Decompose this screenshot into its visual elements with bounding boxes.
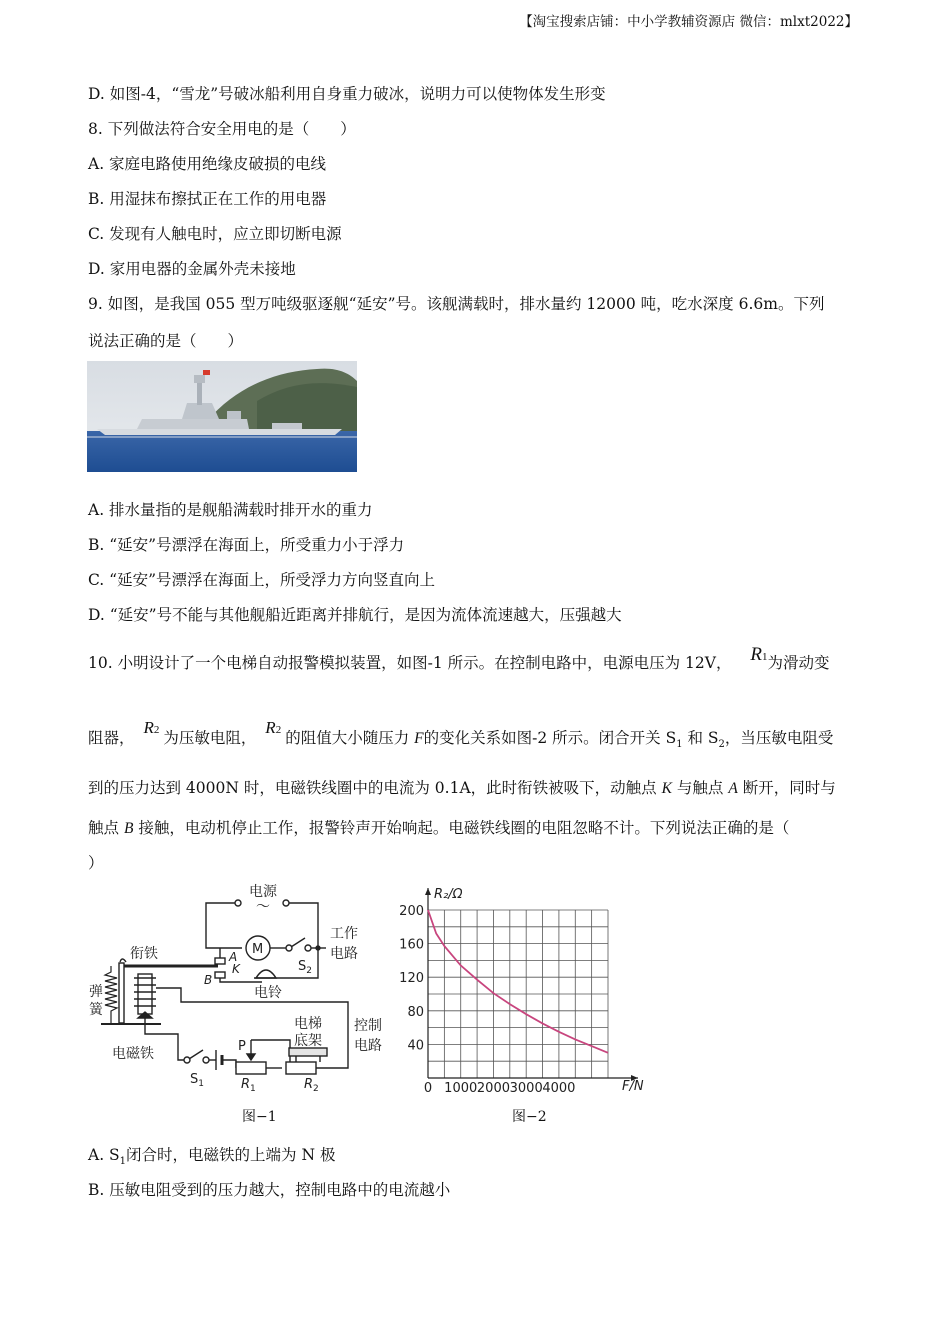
label-slider-p: P	[238, 1039, 246, 1054]
q8-option-a: A. 家庭电路使用绝缘皮破损的电线	[88, 155, 327, 173]
symbol-r2-b: R2	[265, 718, 282, 737]
q8-option-c: C. 发现有人触电时，应立即切断电源	[88, 225, 342, 243]
q10-option-a-pre: A. S	[88, 1146, 120, 1164]
label-electromagnet: 电磁铁	[112, 1046, 154, 1062]
q10-option-a-sub: 1	[119, 1156, 127, 1168]
q10-line1-text: 10. 小明设计了一个电梯自动报警模拟装置，如图-1 所示。在控制电路中，电源电压为 12V，	[88, 654, 732, 672]
var-a: A	[728, 780, 738, 797]
sub-s1: 1	[676, 739, 683, 751]
x-tick-label: 0	[423, 1081, 433, 1094]
q10-option-a-post: 闭合时，电磁铁的上端为 N 极	[126, 1146, 336, 1164]
q10-line3-a: 到的压力达到 4000N 时，电磁铁线圈中的电流为 0.1A，此时衔铁被吸下，动触点	[88, 779, 657, 797]
label-s1: $S_1$	[190, 1072, 204, 1089]
label-elevator1: 电梯	[294, 1016, 322, 1032]
label-bell: 电铃	[254, 985, 282, 1001]
label-motor: M	[252, 942, 264, 957]
label-work1: 工作	[330, 926, 358, 942]
watermark: 【淘宝搜索店铺：中小学教辅资源店 微信：mlxt2022】	[519, 14, 858, 30]
label-contact-k: K	[232, 962, 240, 976]
q10-line3-c: 断开，同时与	[742, 779, 836, 797]
q10-line2-c: 的阻值大小随压力	[285, 729, 410, 747]
label-r1: $R_1$	[241, 1077, 256, 1093]
label-ctrl2: 电路	[354, 1038, 382, 1054]
figure1-circuit	[86, 878, 406, 1093]
label-armature: 衔铁	[130, 946, 158, 962]
x-tick-label: 3000	[509, 1081, 543, 1094]
q10-line4-b: 接触，电动机停止工作，报警铃声开始响起。电磁铁线圈的电阻忽略不计。下列说法正确的是（	[138, 819, 790, 837]
label-spring2: 簧	[89, 1002, 103, 1018]
q10-line1-end: 为滑动变	[767, 654, 830, 672]
q9-option-c: C. “延安”号漂浮在海面上，所受浮力方向竖直向上	[88, 571, 436, 589]
q10-line2-b: 为压敏电阻，	[163, 729, 257, 747]
figure2-chart	[398, 882, 658, 1094]
q10-line5: ）	[88, 854, 104, 872]
q8-stem: 8. 下列做法符合安全用电的是（ ）	[88, 120, 356, 138]
y-tick-label: 120	[399, 971, 424, 987]
q10-line2-f: ，当压敏电阻受	[724, 729, 834, 747]
label-spring1: 弹	[89, 984, 103, 1000]
q10-option-a	[88, 1143, 335, 1167]
label-r2: $R_2$	[304, 1077, 319, 1093]
label-ac: ～	[256, 899, 270, 915]
y-axis-label: R₂/Ω	[434, 887, 463, 902]
var-f: F	[414, 730, 424, 747]
q10-line2-d: 的变化关系如图-2 所示。闭合开关 S	[423, 729, 677, 747]
label-power: 电源	[249, 884, 277, 900]
figure1-caption: 图−1	[242, 1109, 277, 1125]
q10-line3	[88, 776, 836, 798]
y-tick-label: 200	[399, 904, 424, 919]
label-contact-a: A	[229, 950, 238, 964]
q7-option-d: D. 如图-4，“雪龙”号破冰船利用自身重力破冰，说明力可以使物体发生形变	[88, 85, 606, 103]
q9-option-d: D. “延安”号不能与其他舰船近距离并排航行，是因为流体流速越大，压强越大	[88, 606, 622, 624]
q8-option-d: D. 家用电器的金属外壳未接地	[88, 260, 296, 278]
symbol-r1: R1	[750, 644, 768, 665]
q9-option-a: A. 排水量指的是舰船满载时排开水的重力	[88, 501, 373, 519]
x-tick-label: 1000	[444, 1081, 478, 1094]
q9-option-b: B. “延安”号漂浮在海面上，所受重力小于浮力	[88, 536, 405, 554]
label-contact-b: B	[204, 973, 213, 987]
q10-line1	[88, 644, 830, 674]
y-axis-arrow	[425, 888, 431, 895]
q9-stem-line1: 9. 如图，是我国 055 型万吨级驱逐舰“延安”号。该舰满载时，排水量约 12000 吨，吃水深度 6.6m。下列	[88, 295, 825, 313]
q8-option-b: B. 用湿抹布擦拭正在工作的用电器	[88, 190, 327, 208]
var-b: B	[123, 820, 134, 837]
q9-stem-line2: 说法正确的是（ ）	[88, 332, 244, 350]
sub-s2: 2	[718, 739, 725, 751]
q10-line4-a: 触点	[88, 819, 120, 837]
q10-option-b: B. 压敏电阻受到的压力越大，控制电路中的电流越小	[88, 1181, 451, 1199]
warship-photo	[87, 361, 357, 472]
label-s2: $S_2$	[298, 959, 312, 976]
x-tick-label: 4000	[542, 1081, 576, 1094]
q10-line4	[88, 816, 789, 838]
q10-line2-a: 阻器，	[88, 729, 135, 747]
label-elevator2: 底架	[294, 1033, 322, 1049]
q10-line3-b: 与触点	[676, 779, 724, 797]
x-tick-label: 2000	[476, 1081, 511, 1094]
symbol-r2: R2	[143, 718, 160, 737]
var-k: K	[661, 780, 672, 797]
label-ctrl1: 控制	[354, 1018, 382, 1034]
q10-line2-e: 和 S	[687, 729, 719, 747]
figure2-caption: 图−2	[512, 1109, 547, 1125]
label-work2: 电路	[330, 946, 358, 962]
series-line-r2	[428, 910, 608, 1053]
y-tick-label: 80	[407, 1004, 424, 1020]
y-tick-label: 40	[407, 1038, 424, 1054]
q10-line2	[88, 718, 834, 751]
y-tick-label: 160	[399, 937, 424, 953]
x-axis-label: F/N	[622, 1079, 644, 1094]
